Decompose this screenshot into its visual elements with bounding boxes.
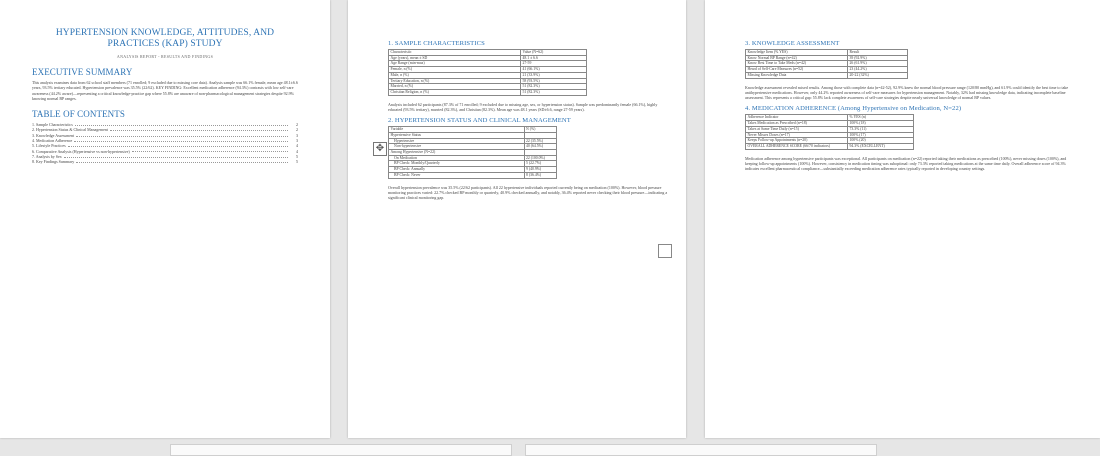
table-cell[interactable]: Know Best Time to Take Meds (n=42) [746, 61, 848, 67]
toc-entry-label: 2. Hypertension Status & Clinical Management [32, 127, 108, 133]
table-cell[interactable]: 9 (40.9%) [524, 167, 556, 173]
table-cell[interactable]: 40 (64.5%) [524, 144, 556, 150]
table-cell[interactable]: Missing Knowledge Data [746, 72, 848, 78]
page-1-content [32, 28, 298, 165]
toc-entry-page: 2 [296, 122, 298, 128]
table-cell[interactable]: 100% (17) [848, 132, 914, 138]
table-cell[interactable]: 27-59 [521, 61, 587, 67]
toc-leader-dots [75, 122, 288, 126]
section-1-text: Analysis included 62 participants (87.3% of 71 enrolled; 9 excluded due to missing age, sex, or hypertension status). Sample was predominantly female (66.1%), highly educated (93.5% tertiary), married (82.3%), and Christian (82.3%). Mean age was 48.1 years (SD±6.6, range 27-59 years). [388, 101, 658, 112]
table-cell[interactable]: Value (N=62) [521, 50, 587, 56]
table-move-handle-icon[interactable]: ✥ [373, 142, 387, 156]
table-cell[interactable]: 20-22 (32%) [848, 72, 908, 78]
toc-entry-page: 3 [296, 138, 298, 144]
table-resize-handle[interactable] [658, 244, 672, 258]
table-cell[interactable]: 21 (33.9%) [521, 72, 587, 78]
table-cell[interactable]: 94.3% (EXCELLENT) [848, 143, 914, 149]
table-cell[interactable]: 58 (93.5%) [521, 78, 587, 84]
table-cell[interactable]: % YES (n) [848, 115, 914, 121]
next-page-preview-right[interactable] [525, 444, 877, 456]
table-cell[interactable]: Hypertensive [389, 138, 525, 144]
toc-entry-page: 3 [296, 132, 298, 138]
table-cell[interactable]: 26 (61.9%) [848, 61, 908, 67]
table-cell[interactable]: 100% (18) [848, 121, 914, 127]
toc-leader-dots [64, 154, 288, 158]
toc-entry-label: 4. Medication Adherence [32, 138, 73, 144]
table-cell[interactable]: Hypertensive Status [389, 132, 525, 138]
toc-leader-dots [68, 143, 288, 147]
table-cell[interactable]: Variable [389, 127, 525, 133]
toc-entry-label: 7. Analysis by Sex [32, 153, 62, 159]
section-4-heading: 4. MEDICATION ADHERENCE (Among Hypertensive on Medication, N=22) [745, 105, 962, 113]
table-cell[interactable]: On Medication [389, 155, 525, 161]
toc-leader-dots [76, 159, 288, 163]
section-3-heading: 3. KNOWLEDGE ASSESSMENT [745, 40, 840, 47]
table-cell[interactable]: 73.3% (11) [848, 126, 914, 132]
table-row [389, 89, 587, 95]
table-of-contents [32, 122, 298, 164]
document-page-1 [0, 0, 330, 438]
medication-adherence-table[interactable] [745, 114, 914, 149]
toc-entry-page: 2 [296, 127, 298, 133]
toc-leader-dots [74, 138, 288, 142]
table-cell[interactable]: 51 (82.3%) [521, 84, 587, 90]
table-cell[interactable]: Characteristic [389, 50, 521, 56]
table-cell[interactable]: 22 (35.5%) [524, 138, 556, 144]
table-cell[interactable]: BP Check: Annually [389, 167, 525, 173]
toc-entry-label: 1. Sample Characteristics [32, 122, 73, 128]
page-2-content [388, 40, 672, 200]
table-cell[interactable]: Tertiary Education, n (%) [389, 78, 521, 84]
table-cell[interactable]: Age Range (min-max) [389, 61, 521, 67]
toc-entry-label: 3. Knowledge Assessment [32, 132, 75, 138]
page-3-content [745, 40, 1077, 172]
table-cell[interactable]: Adherence Indicator [746, 115, 848, 121]
table-cell[interactable]: OVERALL ADHERENCE SCORE (66/70 indicators) [746, 143, 848, 149]
table-cell[interactable]: Result [848, 50, 908, 56]
table-cell[interactable]: Age (years), mean ± SD [389, 55, 521, 61]
knowledge-assessment-table[interactable] [745, 49, 908, 79]
toc-entry-label: 8. Key Findings Summary [32, 159, 75, 165]
table-cell[interactable]: 41 (66.1%) [521, 67, 587, 73]
table-cell[interactable]: Takes at Same Time Daily (n=15) [746, 126, 848, 132]
document-page-3 [705, 0, 1100, 438]
table-cell[interactable]: Never Misses Doses (n=17) [746, 132, 848, 138]
table-cell[interactable]: 22 (100.0%) [524, 155, 556, 161]
toc-entry-page: 4 [296, 148, 298, 154]
table-cell[interactable]: BP Check: Monthly/Quarterly [389, 161, 525, 167]
toc-entry-label: 6. Comparative Analysis (Hypertensive vs non-hypertensive) [32, 148, 130, 154]
next-page-preview-left[interactable] [170, 444, 512, 456]
section-2-text: Overall hypertension prevalence was 35.5% (22/62 participants). All 22 hypertensive individuals reported currently being on medication (100%). However, blood pressure monitoring practices varied: 22.7% checked BP monthly or quarterly, 40.9% checked annually, and notably, 36.4% reported never checking their blood pressure—indicating a significant clinical monitoring gap. [388, 184, 668, 201]
report-title: HYPERTENSION KNOWLEDGE, ATTITUDES, AND PRACTICES (KAP) STUDY [55, 28, 275, 49]
toc-entry-page: 4 [296, 143, 298, 149]
table-cell[interactable]: Non-hypertensive [389, 144, 525, 150]
section-4-text: Medication adherence among hypertensive participants was exceptional. All participants on medication (n=22) reported taking their medications as prescribed (100%), never missing doses (100%), and keeping follow-up appointments (100%). However, consistency in medication timing was suboptimal: only 73.3% reported taking medications at the same time daily. Overall adherence score of 94.3% indicates excellent pharmaceutical compliance—substantially exceeding medication adherence rates typically reported in developing country settings. [745, 155, 1067, 172]
table-cell[interactable]: 8 (36.4%) [524, 172, 556, 178]
table-cell[interactable]: Keeps Follow-up Appointments (n=20) [746, 138, 848, 144]
document-page-2 [348, 0, 686, 438]
toc-entry[interactable] [32, 159, 298, 164]
hypertension-status-table[interactable] [388, 126, 557, 178]
table-cell[interactable]: 51 (82.3%) [521, 89, 587, 95]
executive-summary-heading: EXECUTIVE SUMMARY [32, 67, 133, 77]
toc-leader-dots [132, 149, 288, 153]
table-cell[interactable]: Know Normal BP Range (n=42) [746, 55, 848, 61]
toc-leader-dots [110, 127, 288, 131]
executive-summary-text: This analysis examines data from 62 school staff members (71 enrolled; 9 excluded due to missing core data). Analysis sample was 66.1% female, mean age 48.1±6.6 years, 93.5% tertiary educated. Hypertension prevalence was 35.5% (22/62). KEY FINDING: Excellent medication adherence (94.3%) contrasts with low self-care awareness (44.2% aware)—representing a critical knowledge-practice gap where 55.8% are unaware of non-pharmacological management strategies despite 92.9% knowing normal BP ranges. [32, 80, 298, 101]
toc-entry-label: 5. Lifestyle Practices [32, 143, 66, 149]
sample-characteristics-table[interactable] [388, 49, 587, 96]
table-cell[interactable]: Christian Religion, n (%) [389, 89, 521, 95]
section-2-heading: 2. HYPERTENSION STATUS AND CLINICAL MANAGEMENT [388, 117, 571, 125]
section-3-text: Knowledge assessment revealed mixed results. Among those with complete data (n=42-52), 92.9% knew the normal blood pressure range (120/80 mmHg), and 61.9% could identify the best time to take antihypertensive medications. However, only 44.2% reported awareness of self-care measures for hypertension management. Notably, 32% had missing knowledge data, indicating incomplete baseline assessment. This represents a critical gap: 55.8% lack complete awareness of self-care strategies despite nearly universal knowledge of normal BP values. [745, 84, 1069, 101]
toc-leader-dots [76, 133, 288, 137]
toc-entry-page: 5 [296, 153, 298, 159]
report-subtitle: ANALYSIS REPORT - RESULTS AND FINDINGS [116, 54, 214, 59]
table-row [746, 72, 908, 78]
table-cell[interactable]: Male, n (%) [389, 72, 521, 78]
table-row [389, 172, 557, 178]
table-cell[interactable]: N (%) [524, 127, 556, 133]
table-row [746, 143, 914, 149]
table-cell[interactable]: 39 (92.9%) [848, 55, 908, 61]
table-cell[interactable]: BP Check: Never [389, 172, 525, 178]
table-cell[interactable]: Knowledge Item (% YES) [746, 50, 848, 56]
table-cell[interactable]: Among Hypertensive (N=22) [389, 150, 525, 156]
table-cell[interactable]: Married, n (%) [389, 84, 521, 90]
table-cell[interactable]: 100% (20) [848, 138, 914, 144]
table-cell[interactable]: 23 (44.2%) [848, 67, 908, 73]
table-cell[interactable]: Female, n (%) [389, 67, 521, 73]
toc-entry-page: 5 [296, 159, 298, 165]
section-1-heading: 1. SAMPLE CHARACTERISTICS [388, 40, 485, 47]
table-cell[interactable]: Takes Medication as Prescribed (n=18) [746, 121, 848, 127]
table-cell[interactable]: 5 (22.7%) [524, 161, 556, 167]
table-cell[interactable]: Heard of Self-Care Measures (n=52) [746, 67, 848, 73]
toc-heading: TABLE OF CONTENTS [32, 109, 125, 120]
table-cell[interactable]: 48.1 ± 6.6 [521, 55, 587, 61]
